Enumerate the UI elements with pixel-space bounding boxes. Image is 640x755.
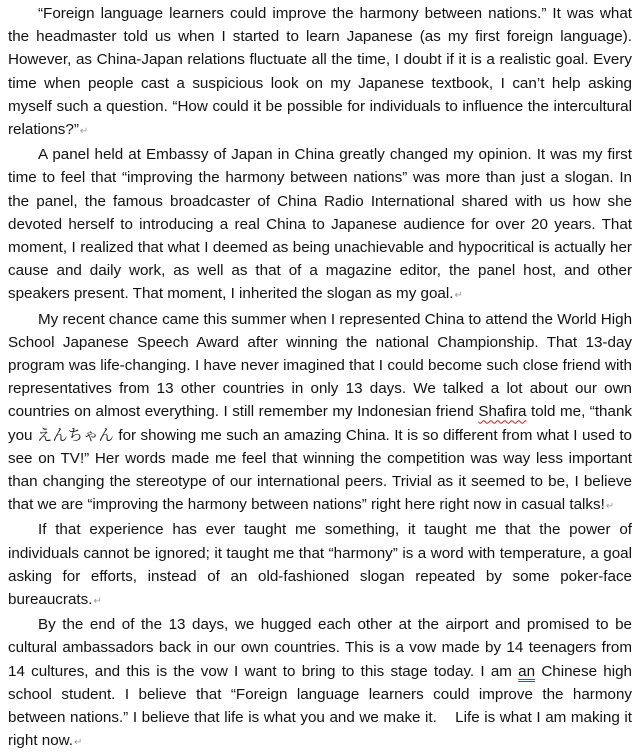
paragraph-text: A panel held at Embassy of Japan in China greatly changed my opinion. It was my first time to feel that “improving the harmony between nations” was more than just a slogan. In the panel, the famous broadcaster of China Radio International shared with us how she devoted herself to introducing a real China to Japanese audience for over 20 years. That moment, I realized that what I deemed as being unachievable and hypocritical is actually her cause and daily work, as well as that of a magazine editor, the panel host, and other speakers present. That moment, I inherited the slogan as my goal.	[8, 146, 632, 303]
paragraph-2	[8, 143, 632, 307]
paragraph-5	[8, 613, 637, 754]
paragraph-text: By the end of the 13 days, we hugged each other at the airport and promised to be cultural ambassadors back in our own countries. This is a vow made by 14 teenagers from 14 cultures, and this is the vow I want to bring to this stage today. I am	[8, 616, 632, 680]
paragraph-mark-icon: ↵	[454, 290, 463, 302]
paragraph-text: My recent chance came this summer when I represented China to attend the World High School Japanese Speech Award after winning the national Championship. That 13-day program was life-changing. I have never imagined that I could become such close friend with representatives from 13 other countries in only 13 days. We talked a lot about our own countries on almost everything. I still remember my Indonesian friend	[8, 310, 633, 421]
paragraph-text: told me, “thank you えんちゃん for showing me such an amazing China. It is so different from what I used to see on TV!” Her words made me feel that winning the competition was way less important than changing the stereotype of our international peers. Trivial as it seemed to be, I believe that we are “improving the harmony between nations” right here right now in casual talks!	[8, 403, 632, 514]
paragraph-mark-icon: ↵	[79, 126, 89, 138]
paragraph-mark-icon: ↵	[74, 737, 83, 749]
paragraph-mark-icon: ↵	[93, 596, 102, 608]
paragraph-text: “Foreign language learners could improve the harmony between nations.” It was what the headmaster told us when I started to learn Japanese (as my first foreign language). However, as China-Japan relations fluctuate all the time, I doubt if it is a realistic goal. Every time when people cast a suspicious look on my Japanese textbook, I can’t help asking myself such a question. “How could it be possible for individuals to influence the intercultural relations?”	[8, 5, 632, 139]
paragraph-3	[8, 308, 632, 519]
grammar-flagged-word[interactable]: an	[518, 662, 536, 680]
spellcheck-flagged-word[interactable]: Shafira	[478, 403, 527, 421]
paragraph-mark-icon: ↵	[605, 501, 615, 513]
paragraph-4	[8, 518, 632, 613]
paragraph-1	[8, 2, 632, 143]
paragraph-text: If that experience has ever taught me something, it taught me that the power of individuals cannot be ignored; it taught me that “harmony” is a word with temperature, a goal asking for efforts, instead of an old-fashioned slogan repeated by some poker-face bureaucrats.	[8, 521, 632, 609]
paragraph-text: Chinese high school student. I believe that “Foreign language learners could improve the harmony between nations.” I believe that life is what you and we make it. Life is what I am making it right now.	[8, 662, 637, 750]
